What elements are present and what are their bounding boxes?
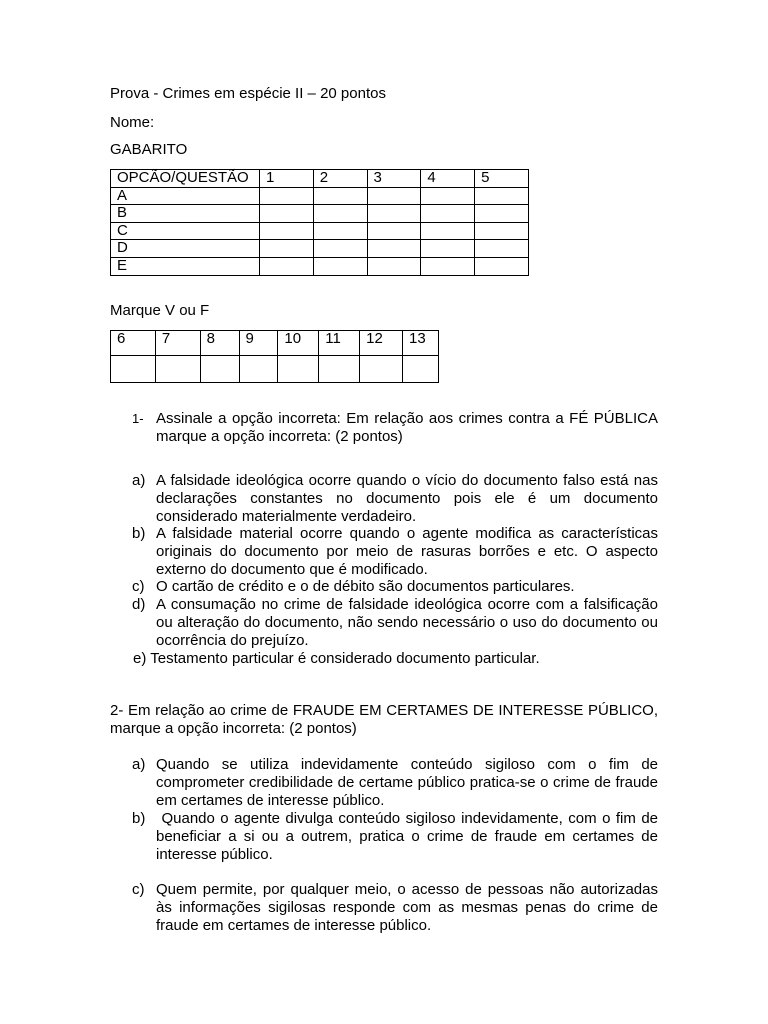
vf-header-cell: 10 (278, 331, 319, 356)
answer-cell[interactable] (313, 257, 367, 275)
gabarito-header-row (111, 170, 529, 188)
gabarito-row-label: B (111, 205, 260, 223)
vf-answer-row (111, 356, 439, 383)
vf-answer-cell[interactable] (239, 356, 278, 383)
option-text: A falsidade ideológica ocorre quando o vício do documento falso está nas declarações constantes no documento pois ele é um documento considerado materialmente verdadeiro. (156, 472, 658, 525)
question-1-option-b (110, 525, 658, 579)
answer-cell[interactable] (367, 257, 421, 275)
answer-cell[interactable] (475, 187, 529, 205)
question-1 (110, 410, 658, 446)
question-number: 1- (132, 411, 144, 426)
gabarito-row-label: A (111, 187, 260, 205)
option-label: a) (132, 756, 146, 773)
gabarito-row (111, 205, 529, 223)
vf-header-cell: 7 (155, 331, 200, 356)
option-label: c) (132, 881, 145, 898)
answer-cell[interactable] (421, 205, 475, 223)
vf-header-cell: 13 (403, 331, 439, 356)
answer-cell[interactable] (475, 240, 529, 258)
gabarito-table (110, 169, 529, 276)
answer-cell[interactable] (475, 222, 529, 240)
vf-header-cell: 11 (319, 331, 360, 356)
vf-answer-cell[interactable] (155, 356, 200, 383)
answer-cell[interactable] (367, 187, 421, 205)
question-1-option-a (110, 472, 658, 526)
option-text: A consumação no crime de falsidade ideológica ocorre com a falsificação ou alteração do documento, não sendo necessário o uso do documento ou ocorrência do prejuízo. (156, 596, 658, 649)
option-text: Quem permite, por qualquer meio, o acesso de pessoas não autorizadas às informações sigilosas responde com as mesmas penas do crime de fraude em certames de interesse público. (156, 881, 658, 934)
gabarito-header-cell: 5 (475, 170, 529, 188)
gabarito-row (111, 240, 529, 258)
option-text: Testamento particular é considerado documento particular. (150, 650, 540, 667)
answer-cell[interactable] (259, 240, 313, 258)
question-2: 2- Em relação ao crime de FRAUDE EM CERTAMES DE INTERESSE PÚBLICO, marque a opção incorreta: (2 pontos) (110, 702, 658, 737)
option-label: b) (132, 810, 146, 827)
gabarito-row-label: E (111, 257, 260, 275)
gabarito-header-cell: OPCÃO/QUESTÃO (111, 170, 260, 188)
question-text: Assinale a opção incorreta: Em relação aos crimes contra a FÉ PÚBLICA marque a opção incorreta: (2 pontos) (156, 410, 658, 445)
answer-cell[interactable] (313, 240, 367, 258)
answer-cell[interactable] (475, 257, 529, 275)
gabarito-header-cell: 1 (259, 170, 313, 188)
name-label: Nome: (110, 114, 155, 131)
vf-header-cell: 8 (200, 331, 239, 356)
vf-answer-cell[interactable] (403, 356, 439, 383)
answer-cell[interactable] (259, 205, 313, 223)
gabarito-row (111, 257, 529, 275)
option-text: A falsidade material ocorre quando o agente modifica as características originais do documento por meio de rasuras borrões e etc. O aspecto externo do documento que é modificado. (156, 525, 658, 578)
vf-answer-cell[interactable] (200, 356, 239, 383)
gabarito-header-cell: 4 (421, 170, 475, 188)
answer-cell[interactable] (421, 240, 475, 258)
gabarito-row (111, 187, 529, 205)
answer-cell[interactable] (259, 222, 313, 240)
gabarito-row-label: D (111, 240, 260, 258)
gabarito-header-cell: 2 (313, 170, 367, 188)
answer-cell[interactable] (367, 222, 421, 240)
answer-cell[interactable] (313, 205, 367, 223)
option-label: a) (132, 472, 146, 489)
vf-answer-cell[interactable] (111, 356, 156, 383)
option-text: O cartão de crédito e o de débito são documentos particulares. (156, 578, 575, 595)
answer-cell[interactable] (367, 240, 421, 258)
answer-cell[interactable] (421, 257, 475, 275)
option-label: d) (132, 596, 146, 613)
option-text: Quando se utiliza indevidamente conteúdo sigiloso com o fim de comprometer credibilidade de certame público pratica-se o crime de fraude em certames de interesse público. (156, 756, 658, 809)
gabarito-row (111, 222, 529, 240)
question-2-option-b (110, 810, 663, 864)
option-label: e) (133, 650, 147, 667)
answer-cell[interactable] (259, 257, 313, 275)
vf-table (110, 330, 439, 383)
vf-label: Marque V ou F (110, 302, 210, 319)
vf-header-row (111, 331, 439, 356)
option-text: Quando o agente divulga conteúdo sigiloso indevidamente, com o fim de beneficiar a si ou a outrem, pratica o crime de fraude em certames de interesse público. (156, 810, 663, 863)
gabarito-header-cell: 3 (367, 170, 421, 188)
vf-answer-cell[interactable] (360, 356, 403, 383)
gabarito-label: GABARITO (110, 141, 188, 158)
vf-header-cell: 9 (239, 331, 278, 356)
answer-cell[interactable] (475, 205, 529, 223)
vf-answer-cell[interactable] (278, 356, 319, 383)
answer-cell[interactable] (313, 187, 367, 205)
question-1-option-d (110, 596, 658, 650)
exam-title: Prova - Crimes em espécie II – 20 pontos (110, 85, 386, 102)
question-1-option-c (110, 578, 658, 596)
option-label: c) (132, 578, 145, 595)
vf-header-cell: 12 (360, 331, 403, 356)
question-1-option-e (133, 650, 540, 668)
vf-answer-cell[interactable] (319, 356, 360, 383)
option-label: b) (132, 525, 146, 542)
gabarito-row-label: C (111, 222, 260, 240)
answer-cell[interactable] (421, 187, 475, 205)
vf-header-cell: 6 (111, 331, 156, 356)
answer-cell[interactable] (421, 222, 475, 240)
question-2-option-c (110, 881, 658, 935)
answer-cell[interactable] (259, 187, 313, 205)
question-2-option-a (110, 756, 658, 810)
answer-cell[interactable] (367, 205, 421, 223)
answer-cell[interactable] (313, 222, 367, 240)
